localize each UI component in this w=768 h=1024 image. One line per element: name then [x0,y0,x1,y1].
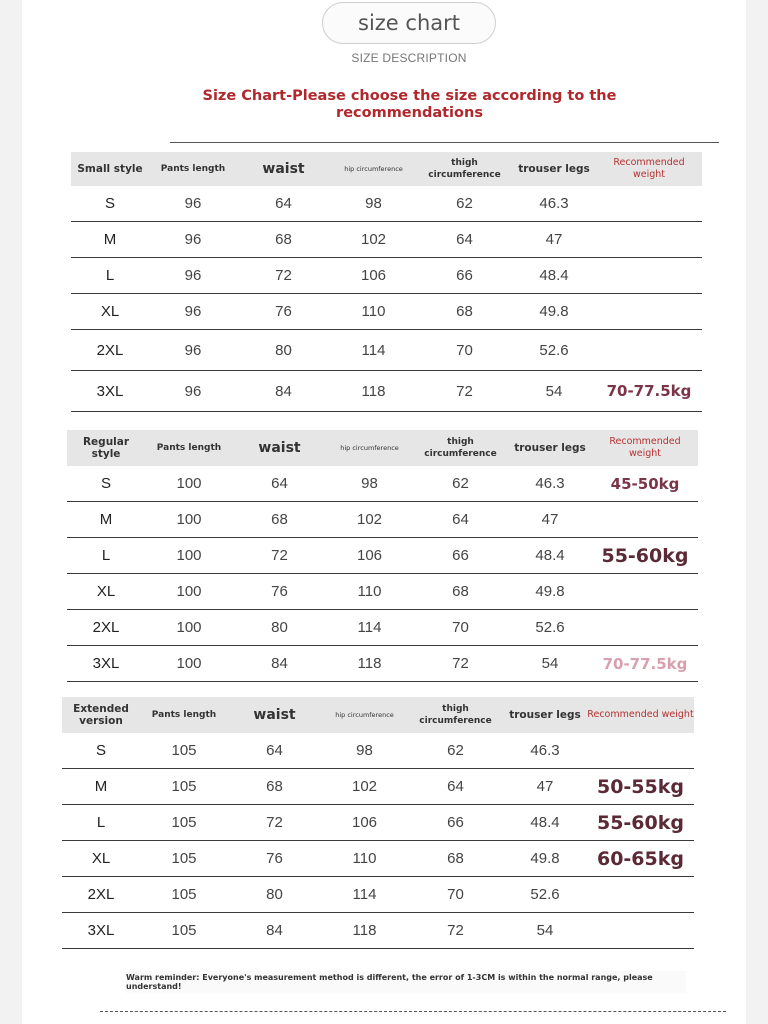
trouser-legs-cell: 48.4 [539,267,569,284]
thigh-cell: 68 [452,583,469,600]
pants-length-cell: 105 [171,886,197,903]
waist-cell: 84 [266,922,283,939]
warm-reminder-note: Warm reminder: Everyone's measurement method is different, the error of 1-3CM is within the normal range, please understand! [126,971,686,993]
hip-cell: 98 [365,195,382,212]
table-row [62,877,694,913]
header-waist: waist [258,440,301,456]
header-thigh: thigh circumference [428,158,501,180]
thigh-cell: 72 [447,922,464,939]
size-cell: 2XL [87,886,115,903]
hip-cell: 102 [356,511,383,528]
waist-cell: 64 [271,475,288,492]
pants-length-cell: 105 [171,814,197,831]
thigh-cell: 64 [452,511,469,528]
trouser-legs-cell: 54 [536,922,554,939]
header-waist: waist [262,161,305,177]
trouser-legs-cell: 52.6 [530,886,560,903]
trouser-legs-cell: 48.4 [530,814,560,831]
extended-version-table [62,697,694,949]
size-cell: 3XL [87,922,115,939]
hip-cell: 106 [356,547,383,564]
waist-cell: 64 [266,742,283,759]
thigh-cell: 68 [456,303,473,320]
table-row [71,186,702,222]
trouser-legs-cell: 46.3 [530,742,560,759]
table-row [67,466,698,502]
waist-cell: 84 [275,382,292,400]
trouser-legs-cell: 47 [541,511,559,528]
header-style: Extended version [73,703,129,727]
table-row [62,841,694,877]
pants-length-cell: 100 [176,619,202,636]
waist-cell: 80 [271,619,288,636]
header-hip: hip circumference [335,711,394,719]
header-waist: waist [253,707,296,723]
pants-length-cell: 100 [176,583,202,600]
thigh-cell: 66 [452,547,469,564]
hip-cell: 114 [361,341,386,359]
header-style: Small style [77,163,143,175]
thigh-cell: 62 [452,475,469,492]
table-row [62,913,694,949]
size-cell: S [95,742,106,759]
table-row [67,502,698,538]
pants-length-cell: 100 [176,475,202,492]
header-trouser-legs: trouser legs [518,163,590,175]
thigh-cell: 66 [456,267,473,284]
trouser-legs-cell: 46.3 [539,195,569,212]
divider [170,142,719,143]
hip-cell: 118 [357,655,382,672]
pants-length-cell: 96 [184,231,202,248]
weight-cell: 60-65kg [596,847,684,870]
header-recommended-weight: Recommended weight [613,157,685,180]
trouser-legs-cell: 52.6 [535,619,565,636]
pants-length-cell: 100 [176,547,202,564]
size-cell: 3XL [92,655,120,672]
hip-cell: 110 [352,850,377,867]
regular-style-table [67,430,698,682]
trouser-legs-cell: 54 [541,655,559,672]
pants-length-cell: 105 [171,778,197,795]
hip-cell: 98 [356,742,373,759]
weight-cell: 70-77.5kg [602,654,688,673]
header-hip: hip circumference [340,444,399,452]
hip-cell: 118 [352,922,377,939]
table-header [67,430,698,466]
size-cell: S [100,475,111,492]
size-cell: XL [91,850,111,867]
size-description-label: SIZE DESCRIPTION [351,51,467,65]
thigh-cell: 68 [447,850,464,867]
size-cell: XL [100,303,120,320]
small-style-table [71,152,702,412]
thigh-cell: 72 [452,655,469,672]
page-title: Size Chart-Please choose the size according to the recommendations [202,88,617,121]
waist-cell: 76 [271,583,288,600]
size-cell: 2XL [96,341,124,359]
weight-cell: 50-55kg [596,775,684,798]
header-pants-length: Pants length [156,443,222,453]
weight-cell: 55-60kg [596,811,684,834]
thigh-cell: 72 [456,382,473,400]
waist-cell: 68 [271,511,288,528]
table-header [62,697,694,733]
trouser-legs-cell: 49.8 [535,583,565,600]
thigh-cell: 66 [447,814,464,831]
weight-cell: 70-77.5kg [606,382,692,400]
hip-cell: 102 [351,778,378,795]
size-chart-page [22,0,746,1024]
hip-cell: 114 [357,619,382,636]
header-thigh: thigh circumference [424,437,497,459]
table-header [71,152,702,186]
hip-cell: 102 [360,231,387,248]
table-row [71,222,702,258]
thigh-cell: 64 [456,231,473,248]
size-cell: L [105,267,115,284]
weight-cell: 55-60kg [601,544,689,567]
size-cell: M [103,231,117,248]
table-row [67,610,698,646]
size-cell: M [94,778,108,795]
pants-length-cell: 105 [171,850,197,867]
thigh-cell: 70 [452,619,469,636]
hip-cell: 106 [351,814,378,831]
size-cell: S [104,195,115,212]
waist-cell: 68 [275,231,292,248]
header-pants-length: Pants length [151,710,217,720]
pants-length-cell: 100 [176,511,202,528]
hip-cell: 110 [357,583,382,600]
table-row [62,805,694,841]
header-style: Regular style [82,436,130,460]
waist-cell: 76 [275,303,292,320]
hip-cell: 114 [352,886,377,903]
trouser-legs-cell: 46.3 [535,475,565,492]
size-cell: 3XL [96,382,124,400]
size-cell: M [99,511,113,528]
table-row [67,538,698,574]
waist-cell: 80 [266,886,283,903]
header-recommended-weight: Recommended weight [609,436,681,459]
hip-cell: 106 [360,267,387,284]
table-row [71,330,702,371]
waist-cell: 72 [266,814,283,831]
table-row [71,258,702,294]
hip-cell: 98 [361,475,378,492]
waist-cell: 72 [271,547,288,564]
header-pants-length: Pants length [160,164,226,174]
hip-cell: 118 [361,382,386,400]
thigh-cell: 64 [447,778,464,795]
waist-cell: 80 [275,341,292,359]
table-row [62,769,694,805]
waist-cell: 84 [271,655,288,672]
trouser-legs-cell: 47 [536,778,554,795]
header-hip: hip circumference [344,165,403,173]
pants-length-cell: 96 [184,267,202,284]
pants-length-cell: 96 [184,382,202,400]
pants-length-cell: 100 [176,655,202,672]
table-row [71,294,702,330]
size-cell: L [101,547,111,564]
header-trouser-legs: trouser legs [509,709,581,721]
thigh-cell: 70 [456,341,473,359]
size-chart-pill: size chart [322,2,496,44]
table-row [62,733,694,769]
pants-length-cell: 96 [184,341,202,359]
header-thigh: thigh circumference [419,704,492,726]
thigh-cell: 70 [447,886,464,903]
header-recommended-weight: Recommended weight [587,709,694,720]
waist-cell: 72 [275,267,292,284]
thigh-cell: 62 [456,195,473,212]
trouser-legs-cell: 49.8 [539,303,569,320]
pants-length-cell: 105 [171,742,197,759]
trouser-legs-cell: 48.4 [535,547,565,564]
waist-cell: 76 [266,850,283,867]
waist-cell: 68 [266,778,283,795]
pants-length-cell: 96 [184,195,202,212]
trouser-legs-cell: 47 [545,231,563,248]
trouser-legs-cell: 49.8 [530,850,560,867]
trouser-legs-cell: 52.6 [539,341,569,359]
thigh-cell: 62 [447,742,464,759]
trouser-legs-cell: 54 [545,382,563,400]
dashed-divider [100,1011,726,1012]
table-row [71,371,702,412]
pants-length-cell: 105 [171,922,197,939]
size-cell: L [96,814,106,831]
size-cell: XL [96,583,116,600]
table-row [67,574,698,610]
weight-cell: 45-50kg [610,474,680,493]
waist-cell: 64 [275,195,292,212]
pants-length-cell: 96 [184,303,202,320]
header-trouser-legs: trouser legs [514,442,586,454]
table-row [67,646,698,682]
hip-cell: 110 [361,303,386,320]
size-cell: 2XL [92,619,120,636]
